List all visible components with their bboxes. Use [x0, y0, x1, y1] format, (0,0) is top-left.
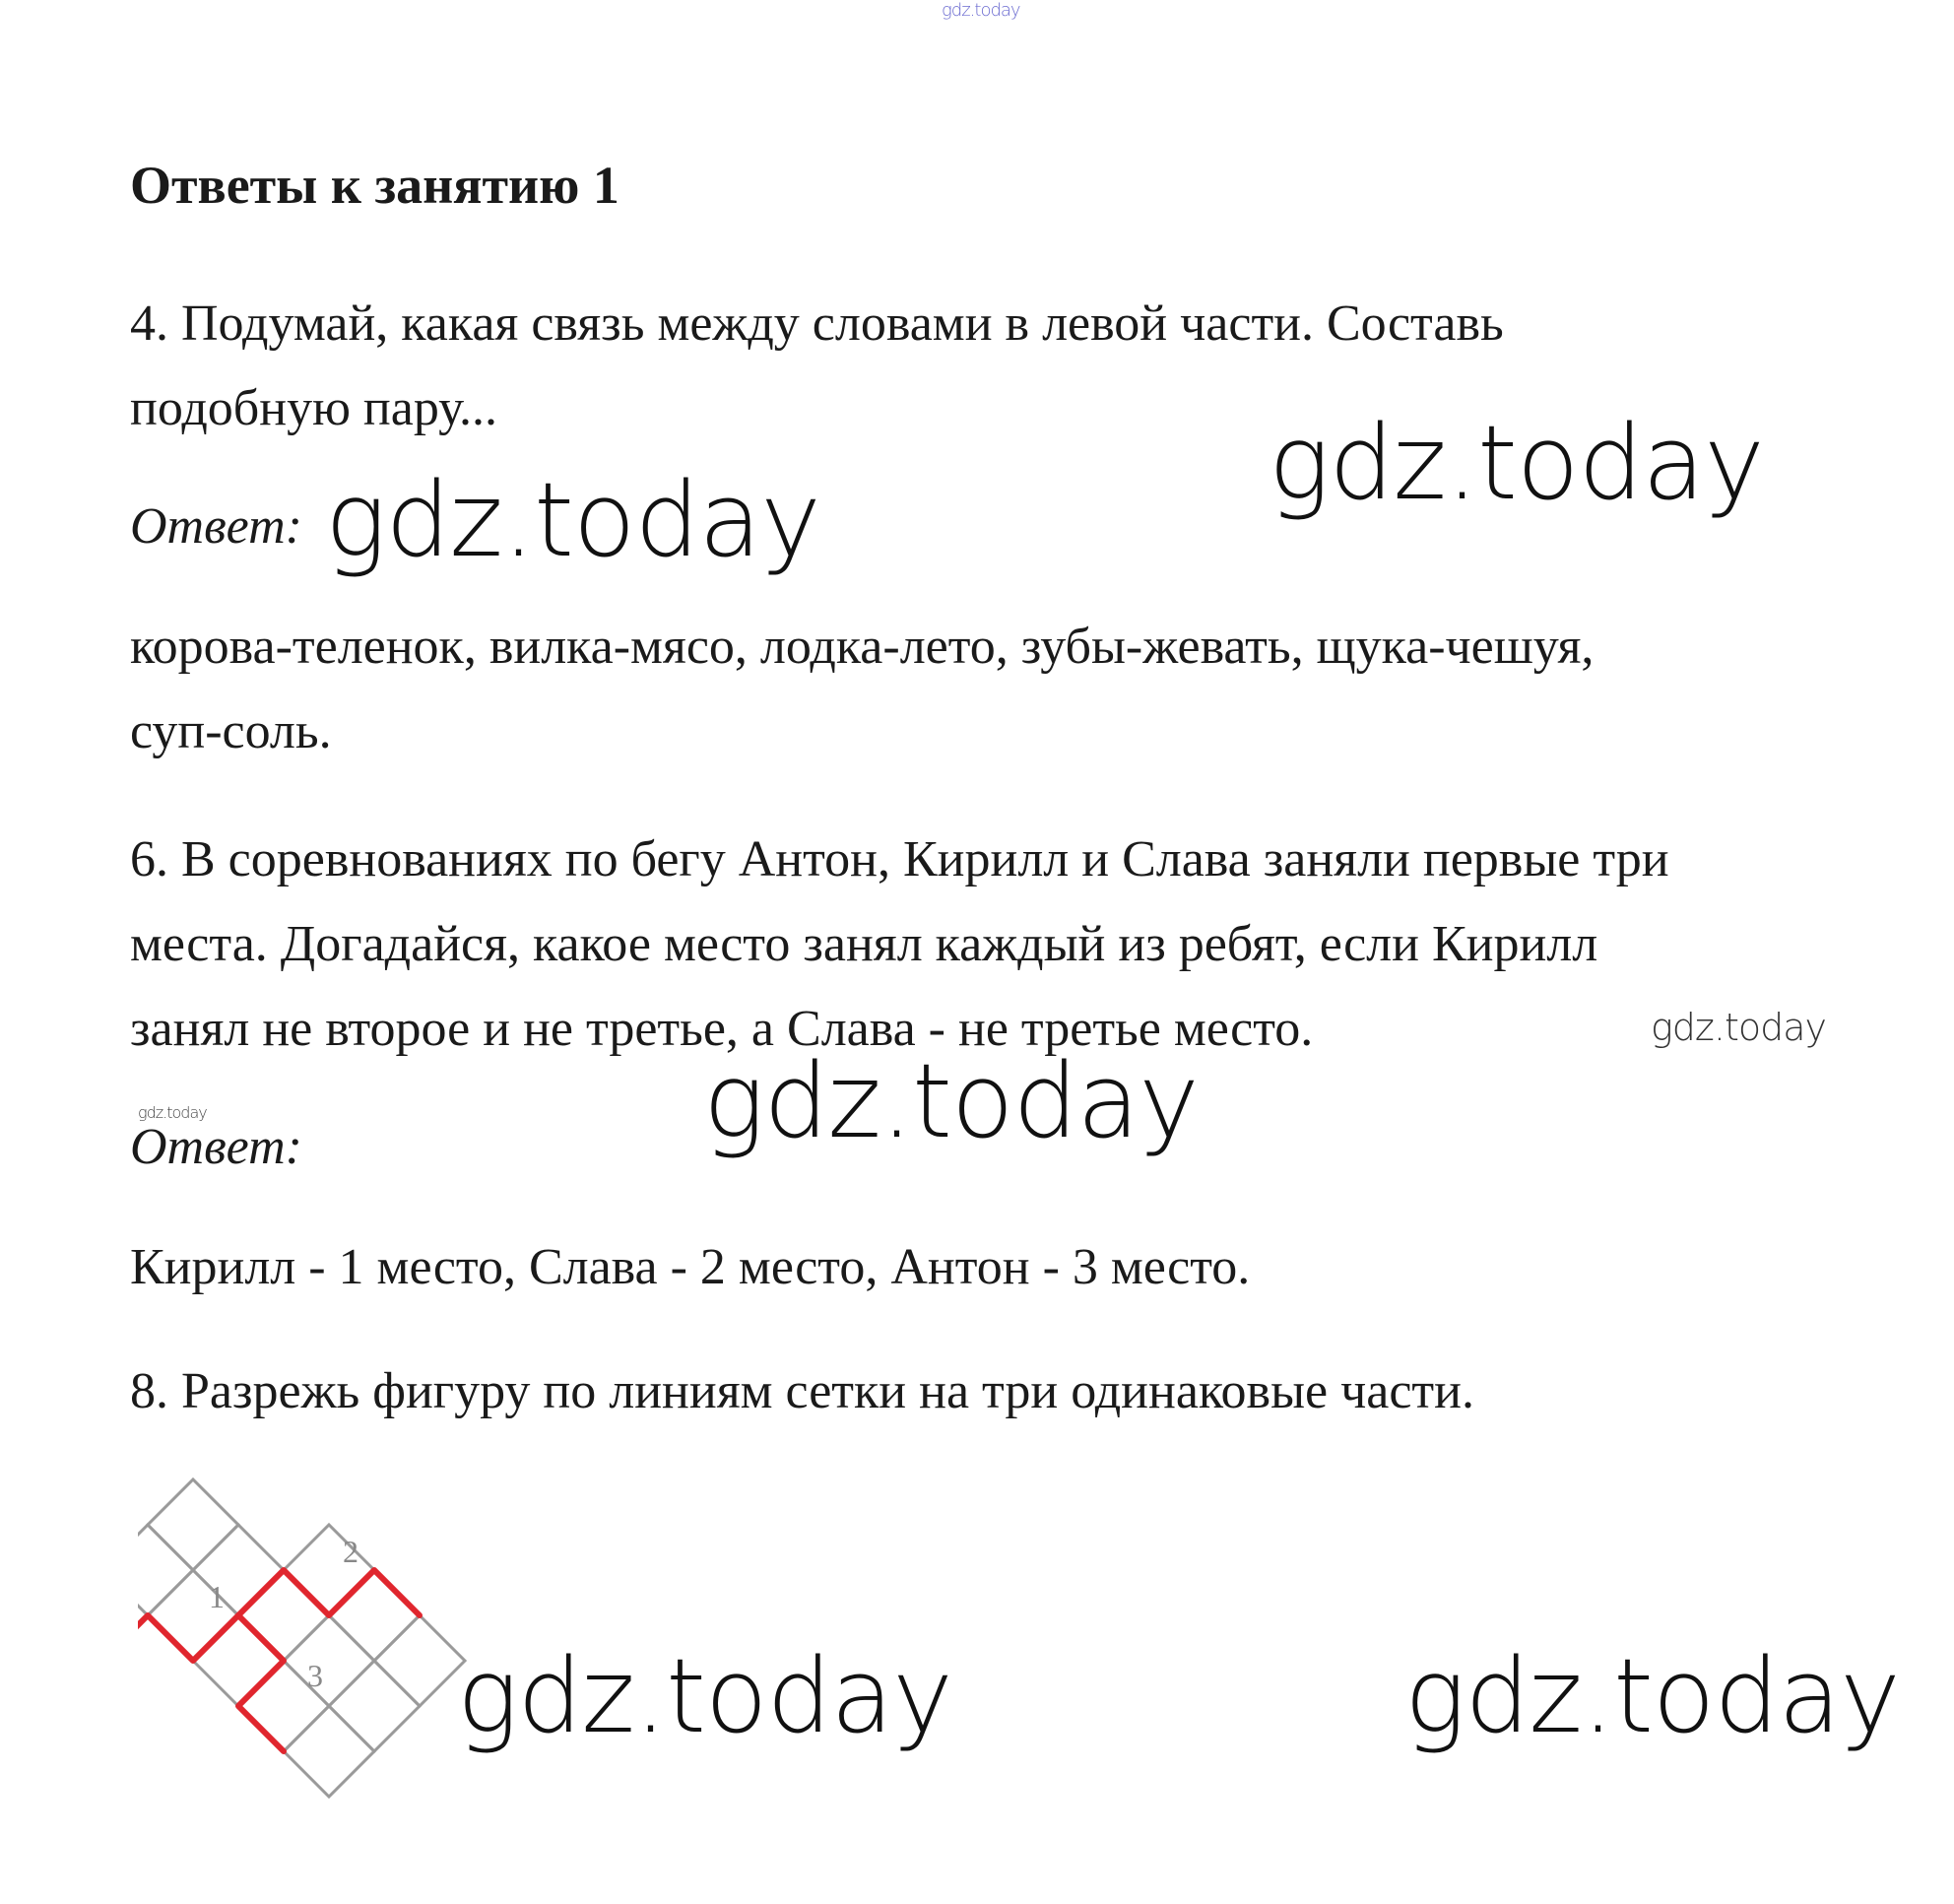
- grid-cell: [148, 1570, 238, 1661]
- watermark-q6-right: gdz.today: [1651, 1006, 1826, 1049]
- grid-cell: [284, 1615, 374, 1706]
- watermark-q6-center: gdz.today: [703, 1041, 1199, 1161]
- grid-cell: [374, 1615, 465, 1706]
- q4-answer-label: Ответ:: [130, 498, 302, 555]
- watermark-bottom-left: gdz.today: [457, 1636, 952, 1756]
- grid-cell: [329, 1570, 420, 1661]
- page-title: Ответы к занятию 1: [130, 156, 619, 215]
- grid-cell: [193, 1525, 284, 1615]
- watermark-bottom-right: gdz.today: [1404, 1636, 1900, 1756]
- grid-cell: [138, 1525, 193, 1615]
- watermark-q4-right: gdz.today: [1269, 403, 1764, 523]
- cut-line: [238, 1615, 284, 1751]
- q6-answer-label: Ответ:: [130, 1119, 302, 1175]
- grid-cell: [238, 1570, 329, 1661]
- q8-line-1: 8. Разрежь фигуру по линиям сетки на три одинаковые части.: [130, 1363, 1474, 1419]
- q6-line-2: места. Догадайся, какое место занял каждый из ребят, если Кирилл: [130, 916, 1598, 972]
- cut-line: [238, 1570, 420, 1615]
- figure-label-2: 2: [343, 1534, 358, 1569]
- q6-line-3: занял не второе и не третье, а Слава - не третье место.: [130, 1001, 1314, 1057]
- q4-answer-line-2: суп-соль.: [130, 703, 332, 759]
- watermark-q6-small: gdz.today: [138, 1103, 207, 1122]
- q6-answer: Кирилл - 1 место, Слава - 2 место, Антон - 3 место.: [130, 1239, 1251, 1295]
- grid-cell: [284, 1525, 374, 1615]
- watermark-top: gdz.today: [942, 0, 1020, 21]
- grid-cell: [148, 1479, 238, 1570]
- q6-line-1: 6. В соревнованиях по бегу Антон, Кирилл и Слава заняли первые три: [130, 831, 1669, 887]
- grid-cell: [329, 1661, 420, 1751]
- q4-line-1: 4. Подумай, какая связь между словами в левой части. Составь: [130, 295, 1504, 352]
- grid-cell: [193, 1615, 284, 1706]
- cut-line: [138, 1615, 238, 1661]
- figure-grid: [138, 1479, 465, 1797]
- q4-line-2: подобную пару...: [130, 380, 497, 436]
- cut-figure-svg: [138, 1468, 492, 1803]
- watermark-q4-answer: gdz.today: [325, 460, 820, 580]
- figure-cut-lines: [138, 1570, 420, 1751]
- grid-cell: [284, 1706, 374, 1797]
- cut-figure: [138, 1468, 492, 1803]
- figure-label-3: 3: [307, 1658, 323, 1693]
- figure-label-1: 1: [209, 1579, 225, 1614]
- q4-answer-line-1: корова-теленок, вилка-мясо, лодка-лето, зубы-жевать, щука-чешуя,: [130, 619, 1595, 675]
